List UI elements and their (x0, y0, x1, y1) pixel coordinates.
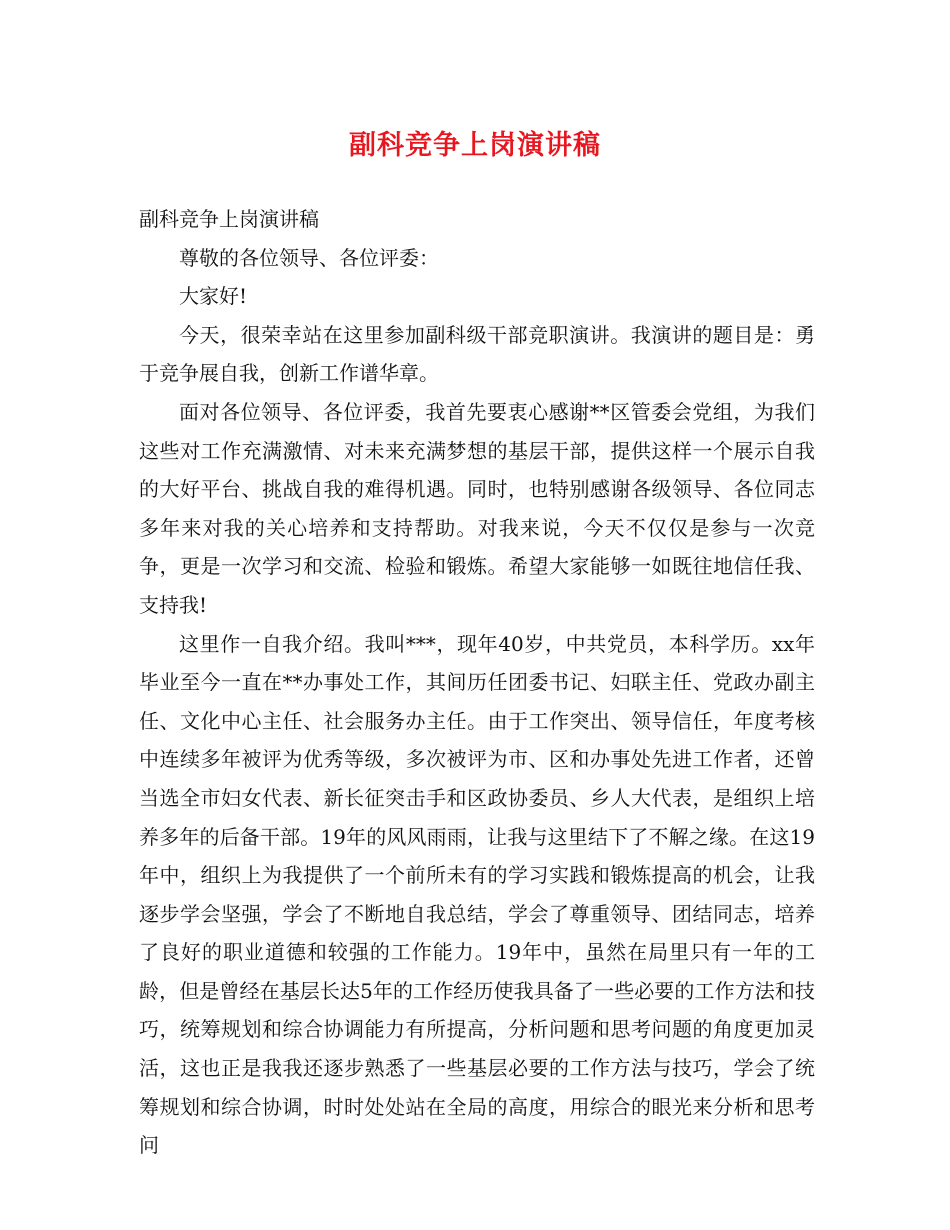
salutation-paragraph: 尊敬的各位领导、各位评委： (179, 245, 439, 270)
thanks-paragraph: 面对各位领导、各位评委，我首先要衷心感谢**区管委会党组，为我们这些对工作充满激情、对未来充满梦想的基层干部，提供这样一个展示自我的大好平台、挑战自我的难得机遇。同时，也特别感谢各级领导、各位同志多年来对我的关心培养和支持帮助。对我来说，今天不仅仅是参与一次竞争，更是一次学习和交流、检验和锻炼。希望大家能够一如既往地信任我、支持我! (139, 399, 815, 617)
introduction-paragraph: 这里作一自我介绍。我叫***，现年40岁，中共党员，本科学历。xx年毕业至今一直在**办事处工作，其间历任团委书记、妇联主任、党政办副主任、文化中心主任、社会服务办主任。由于工作突出、领导信任，年度考核中连续多年被评为优秀等级，多次被评为市、区和办事处先进工作者，还曾当选全市妇女代表、新长征突击手和区政协委员、乡人大代表，是组织上培养多年的后备干部。19年的风风雨雨，让我与这里结下了不解之缘。在这19年中，组织上为我提供了一个前所未有的学习实践和锻炼提高的机会，让我逐步学会坚强，学会了不断地自我总结，学会了尊重领导、团结同志，培养了良好的职业道德和较强的工作能力。19年中，虽然在局里只有一年的工龄，但是曾经在基层长达5年的工作经历使我具备了一些必要的工作方法和技巧，统筹规划和综合协调能力有所提高，分析问题和思考问题的角度更加灵活，这也正是我我还逐步熟悉了一些基层必要的工作方法与技巧，学会了统筹规划和综合协调，时时处处站在全局的高度，用综合的眼光来分析和思考问 (139, 631, 815, 1158)
greeting-paragraph: 大家好! (179, 284, 248, 309)
document-title: 副科竞争上岗演讲稿 (349, 130, 601, 161)
document-body (139, 200, 815, 1165)
topic-paragraph: 今天，很荣幸站在这里参加副科级干部竞职演讲。我演讲的题目是：勇于竞争展自我，创新工作谱华章。 (139, 322, 815, 386)
subtitle-paragraph: 副科竞争上岗演讲稿 (139, 207, 319, 231)
